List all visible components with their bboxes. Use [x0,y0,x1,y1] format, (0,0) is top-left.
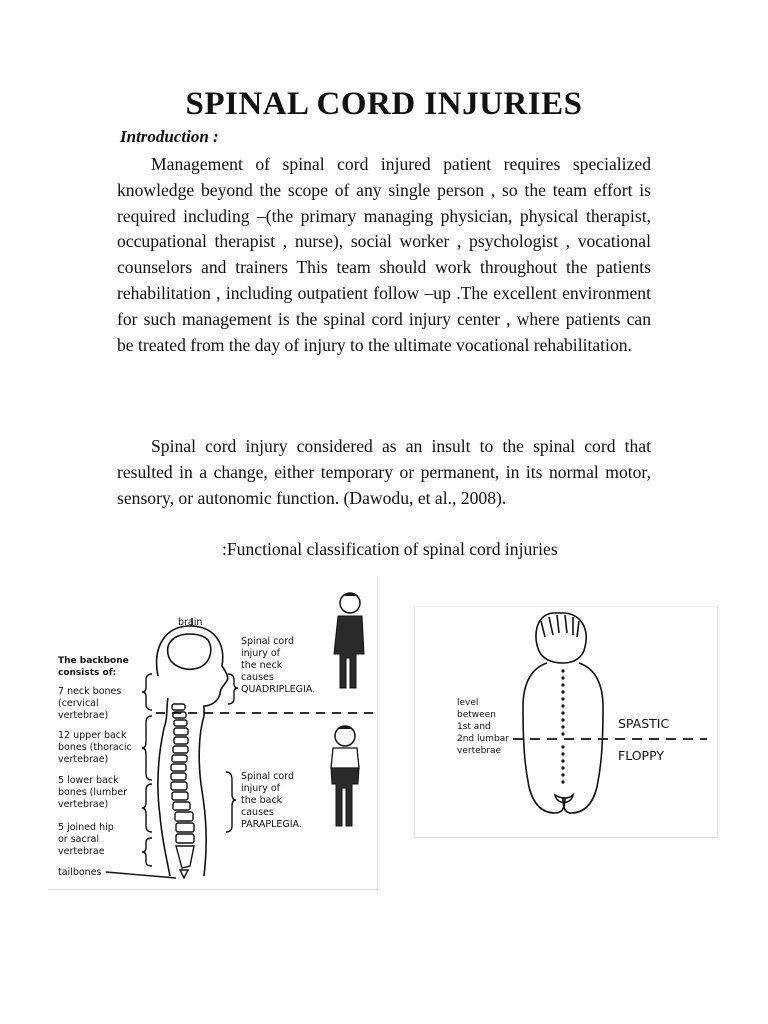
quadriplegia-figure [334,593,364,688]
level-line2: between [457,710,496,720]
tailbones-label: tailbones [58,867,102,878]
backbone-illustration [48,576,377,889]
level-line1: level [457,698,479,708]
neck-injury-line4: causes [241,672,274,683]
upper-back-line3: vertebrae) [58,754,109,765]
spastic-label: SPASTIC [618,716,670,731]
lower-back-line3: vertebrae) [58,799,109,810]
sacral-line2: or sacral [58,834,100,845]
backbone-heading-line1: The backbone [58,656,129,666]
backbone-figure [48,576,378,890]
floppy-label: FLOPPY [618,748,664,763]
back-injury-line4: causes [241,807,274,818]
back-injury-line5: PARAPLEGIA. [241,819,302,830]
intro-paragraph: Management of spinal cord injured patient requires specialized knowledge beyond the scope of any single person , so the team effort is required including –(the primary managing physician, physical therapist, occupational therapist , nurse), social worker , psychologist , vocational counselors and trainers This team should work throughout the patients rehabilitation , including outpatient follow –up .The excellent environment for such management is the spinal cord injury center , where patients can be treated from the day of injury to the ultimate vocational rehabilitation. [117,154,651,355]
page-title: SPINAL CORD INJURIES [185,86,583,122]
paraplegia-figure [331,726,359,826]
spastic-floppy-illustration [415,607,717,837]
neck-injury-line1: Spinal cord [241,636,295,647]
back-injury-line3: the back [241,795,283,806]
figure-caption: :Functional classification of spinal cord injuries [222,539,558,559]
sacral-line1: 5 joined hip [58,822,114,833]
spine-dots [561,669,564,783]
back-injury-line1: Spinal cord [241,771,295,782]
upper-back-line1: 12 upper back [58,730,127,741]
level-line4: 2nd lumbar [457,734,509,744]
neck-injury-line5: QUADRIPLEGIA. [241,684,316,695]
neck-bones-line3: vertebrae) [58,710,109,721]
level-line3: 1st and [457,722,491,732]
upper-back-line2: bones (thoracic [58,742,132,753]
introduction-heading: Introduction : [120,127,219,146]
level-line5: vertebrae [457,746,502,756]
lower-back-line1: 5 lower back [58,775,119,786]
spine-vertebrae [171,704,194,878]
sacral-line3: vertebrae [58,846,105,857]
spastic-floppy-figure [414,606,718,838]
back-injury-line2: injury of [241,783,281,794]
neck-injury-line2: injury of [241,648,281,659]
brain-label: brain [178,617,203,628]
neck-bones-line2: (cervical [58,698,99,709]
backbone-heading-line2: consists of: [58,668,117,678]
neck-injury-line3: the neck [241,660,283,671]
neck-bones-line1: 7 neck bones [58,686,122,697]
definition-paragraph: Spinal cord injury considered as an insult to the spinal cord that resulted in a change, either temporary or permanent, in its normal motor, sensory, or autonomic function. (Dawodu, et al., 2008). [117,436,651,508]
lower-back-line2: bones (lumber [58,787,128,798]
